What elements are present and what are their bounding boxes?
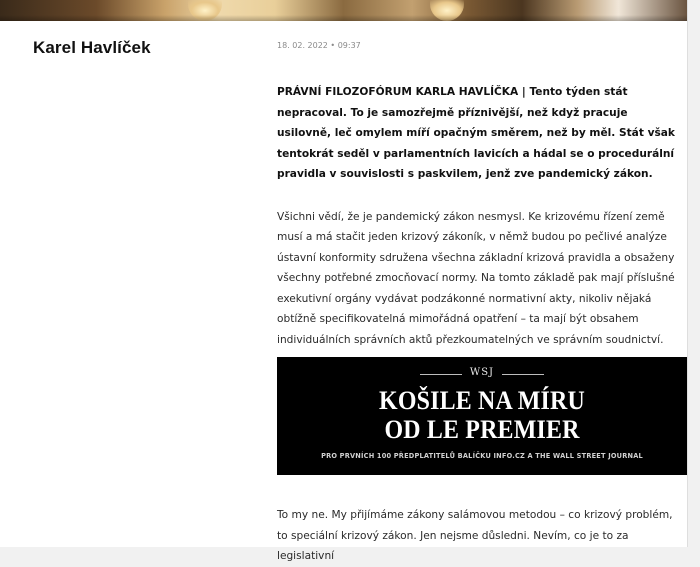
- article-paragraph: Všichni vědí, že je pandemický zákon nesmysl. Ke krizovému řízení země musí a má stačit jeden krizový zákoník, v němž budou po pečlivé analýze ústavní konformity sdružena všechna základní krizová pravidla a obsaženy všechny potřebné zmocňovací normy. Na tomto základě pak mají příslušné exekutivní orgány vydávat podzákonné normativní akty, nikoliv nějaká obtížně specifikovatelná mimořádná opatření – ta mají být obsahem individuálních správních aktů přezkoumatelných ve správním soudnictví.: [277, 210, 675, 346]
- ad-headline: KOŠILE NA MÍRU: [379, 386, 585, 415]
- ad-brand-row: [277, 367, 687, 381]
- article-continuation: [277, 505, 687, 567]
- article-paragraph: To my ne. My přijímáme zákony salámovou metodou – co krizový problém, to speciální krizový zákon. Jen nejsme důsledni. Nevím, co je to za legislativní: [277, 509, 673, 562]
- article-lead: PRÁVNÍ FILOZOFÓRUM KARLA HAVLÍČKA | Tento týden stát nepracoval. To je samozřejmě příznivější, než když pracuje usilovně, leč omylem míří opačným směrem, než by měl. Stát však tentokrát seděl v parlamentních lavicích a hádal se o procedurální pravidla v souvislosti s paskvilem, jenž zve pandemický zákon.: [277, 86, 675, 180]
- publish-date: 18. 02. 2022 • 09:37: [277, 41, 361, 50]
- hero-image: [0, 0, 687, 21]
- ad-brand-logo: WSJ: [469, 367, 495, 378]
- advertisement-banner[interactable]: [277, 357, 687, 475]
- ad-subline: PRO PRVNÍCH 100 PŘEDPLATITELŮ BALÍČKU INFO.CZ A THE WALL STREET JOURNAL: [321, 452, 643, 460]
- hero-lamp-decoration: [188, 0, 222, 21]
- author-name[interactable]: Karel Havlíček: [33, 38, 151, 57]
- divider: [502, 374, 544, 375]
- article-body: [277, 82, 687, 350]
- hero-lamp-decoration: [430, 0, 464, 21]
- ad-headline: OD LE PREMIER: [384, 415, 580, 444]
